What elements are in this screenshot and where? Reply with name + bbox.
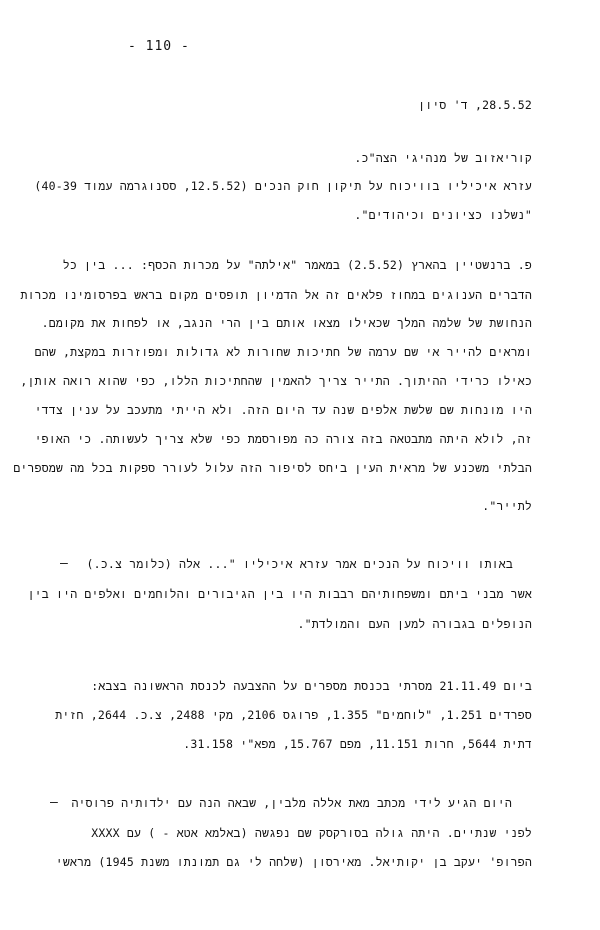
paragraph-dash: – xyxy=(60,556,68,571)
text-line: הבלתי משכנע של מראית העין ביחס לסיפור הזה עלול לעורר ספקות בכל מה שמספרים xyxy=(13,461,532,475)
text-line: לפני שנתיים. היתה גולה בסורקסק שם נפגשה (באלמא אטא - ) עם XXXX xyxy=(91,826,532,840)
text-line: ספרדים 1.251, "לוחמים" 1.355, פרוגס 2106, מקי 2488, צ.כ. 2644, חזית xyxy=(55,708,532,722)
text-line: אשר מבני ביתם ומשפחותיהם רבבות היו בין הגיבורים והלוחמים ואלפים היו בין xyxy=(27,587,532,601)
text-line: זה, לולא היתה מתבטאה בזה צורה כה מפורסמת כפי שלא צריך לעשותה. כי האופי xyxy=(34,432,532,446)
paragraph-dash: – xyxy=(50,795,58,810)
text-line: היו מונחות שם שלשת אלפים שנה עד היום הזה. ולא הייתי מתעכב על ענין צדדי xyxy=(34,403,532,417)
page-number: - 110 - xyxy=(128,39,190,54)
text-line: קוריאזוב של מנהיגי הצה"כ. xyxy=(354,151,532,165)
text-line: באותו וויכוח על הנכים אמר עזרא איכיליו "... אלה (כלומר צ.כ.) xyxy=(86,557,513,571)
text-line: הדברים הענוגים במחוז פלאים זה אל הדמיון תופסים מקום בראש בפרסומינו מכרות xyxy=(20,288,532,302)
text-line: לתייר". xyxy=(482,499,532,513)
date-line: 28.5.52, ד' סיון xyxy=(418,98,532,112)
text-line: דתית 5644, חרות 11.151, מפם 15.767, מפא"י 31.158. xyxy=(183,737,532,751)
text-line: כאילו כרידי ההיתוך. התייר צריך להאמין שהחתיכות הללו, כפי שהוא רואה אותן, xyxy=(20,374,532,388)
text-line: הפרופ' יעקב בן יקותיאל. מאירסון (שלחה לי גם תמונתו משנת 1945) מראשי xyxy=(55,855,532,869)
text-line: "נשלנו כציונים וכיהודים". xyxy=(354,208,532,222)
text-line: הנחושת של שלמה המלך שכאילו מצאו אותם בין הרי הנגב, או לפחות את מקומם. xyxy=(41,316,532,330)
text-line: היום הגיע לידי מכתב מאת אללה מלבין, שבאה הנה עם ילדותיה פרוסיה xyxy=(71,796,512,810)
text-line: הנופלים בגבורה למען העם והמולדת". xyxy=(297,617,532,631)
text-line: עזרא איכיליו בוויכוח על תיקון חוק הנכים (12.5.52, ססנוגרמה עמוד 40-39) xyxy=(34,179,532,193)
text-line: ביום 21.11.49 מסרתי בכנסת מספרים על ההצבעה לכנסת הראשונה בצבא: xyxy=(91,679,532,693)
text-line: ומראים להייר אי שם ערמה של חתיכות שחורות לא גדולות ומפוזרות במקצת, שהם xyxy=(34,345,532,359)
text-line: פ. ברנשטיין בהארץ (2.5.52) במאמר "אילתה" על מכרות הכסף: ... בין כל xyxy=(62,258,532,272)
